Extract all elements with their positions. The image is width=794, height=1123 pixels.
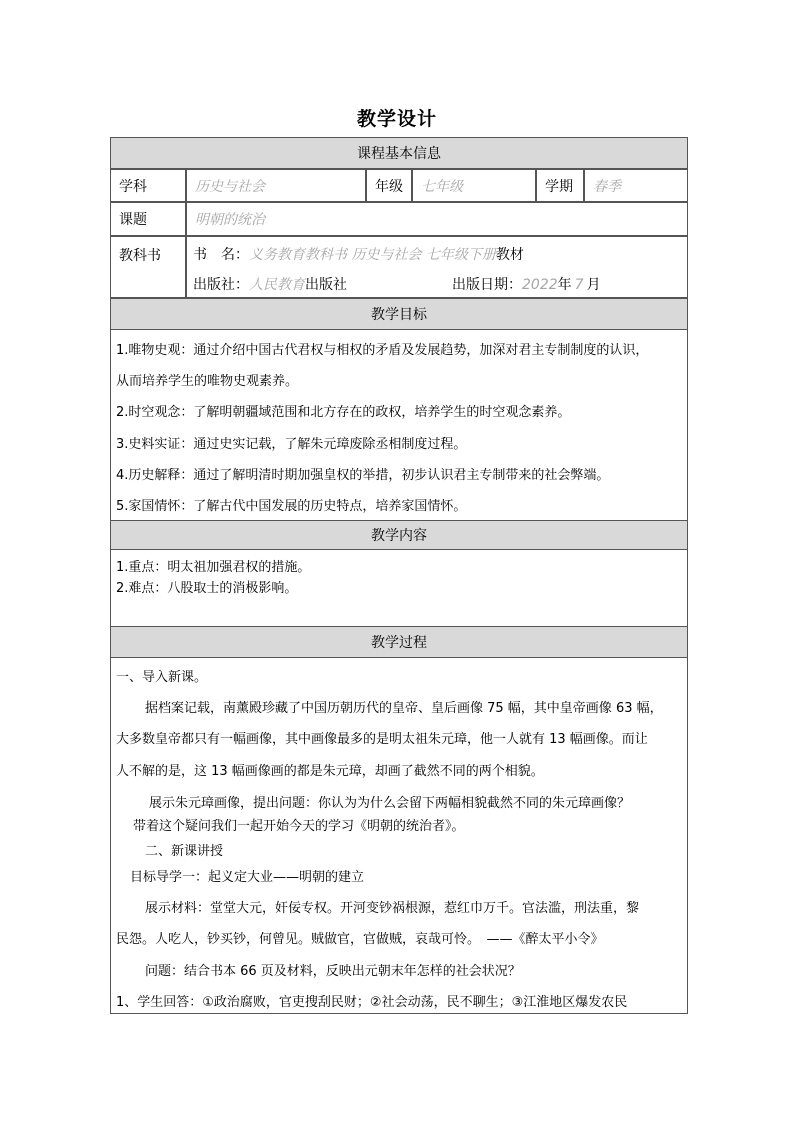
process-line-3: 大多数皇帝都只有一幅画像，其中画像最多的是明太祖朱元璋，他一人就有 13 幅画像。而让: [116, 732, 648, 747]
process-line-5: 展示朱元璋画像，提出问题：你认为为什么会留下两幅相貌截然不同的朱元璋画像？: [149, 796, 631, 811]
topic-value: 明朝的统治: [186, 202, 688, 236]
process-line-10: 民怨。人吃人，钞买钞，何曾见。贼做官，官做贼，哀哉可怜。 ——《醉太平小令》: [116, 932, 604, 947]
objective-1-line-2: 从而培养学生的唯物史观素养。: [116, 374, 299, 389]
objective-3: 3.史料实证：通过史实记载，了解朱元璋废除丞相制度过程。: [116, 437, 467, 452]
subject-value: 历史与社会: [186, 169, 366, 202]
book-name-line: [193, 244, 524, 264]
term-value: 春季: [584, 169, 688, 202]
content-difficult-point: 2.难点：八股取士的消极影响。: [116, 581, 298, 596]
date-prefix: 出版日期：: [452, 277, 522, 293]
publisher-prefix: 出版社：: [193, 277, 249, 293]
process-line-12: 1、学生回答：①政治腐败，官吏搜刮民财；②社会动荡，民不聊生；③江淮地区爆发农民: [116, 995, 628, 1010]
content-key-point: 1.重点：明太祖加强君权的措施。: [116, 560, 311, 575]
process-line-4: 人不解的是，这 13 幅画像画的都是朱元璋，却画了截然不同的两个相貌。: [116, 764, 544, 779]
publisher-suffix: 出版社: [305, 277, 347, 293]
date-month: 7: [574, 277, 584, 293]
process-line-8: 目标导学一：起义定大业——明朝的建立: [130, 870, 365, 885]
grade-value: 七年级: [412, 169, 536, 202]
content-header: 教学内容: [110, 520, 688, 550]
publish-date-line: [452, 274, 601, 294]
objective-2: 2.时空观念：了解明朝疆域范围和北方存在的政权，培养学生的时空观念素养。: [116, 405, 571, 420]
textbook-label: 教科书: [110, 236, 186, 298]
objectives-header: 教学目标: [110, 298, 688, 330]
grade-label: 年级: [366, 169, 412, 202]
book-suffix: 教材: [495, 247, 524, 263]
date-year-unit: 年: [557, 277, 572, 293]
process-line-7: 二、新课讲授: [145, 844, 224, 859]
topic-label: 课题: [110, 202, 186, 236]
process-line-1: 一、导入新课。: [116, 670, 208, 685]
objective-1-line-1: 1.唯物史观：通过介绍中国古代君权与相权的矛盾及发展趋势，加深对君主专制制度的认识，: [116, 343, 649, 358]
objective-5: 5.家国情怀：了解古代中国发展的历史特点，培养家国情怀。: [116, 499, 467, 514]
process-line-6: 带着这个疑问我们一起开始今天的学习《明朝的统治者》。: [133, 819, 465, 834]
process-line-9: 展示材料：堂堂大元，奸佞专权。开河变钞祸根源，惹红巾万千。官法滥，刑法重，黎: [145, 901, 640, 916]
date-month-unit: 月: [586, 277, 601, 293]
page-title: 教学设计: [356, 108, 437, 130]
process-line-11: 问题：结合书本 66 页及材料，反映出元朝末年怎样的社会状况？: [145, 964, 521, 979]
book-prefix: 书 名：: [193, 247, 249, 263]
process-header: 教学过程: [110, 626, 688, 658]
process-line-2: 据档案记载，南薰殿珍藏了中国历朝历代的皇帝、皇后画像 75 幅，其中皇帝画像 63 幅，: [145, 701, 663, 716]
subject-label: 学科: [110, 169, 186, 202]
term-label: 学期: [536, 169, 584, 202]
date-year: 2022: [522, 277, 558, 293]
objective-4: 4.历史解释：通过了解明清时期加强皇权的举措，初步认识君主专制带来的社会弊端。: [116, 468, 610, 483]
publisher-name: 人民教育: [249, 277, 305, 293]
publisher-line: [193, 274, 347, 294]
book-name: 义务教育教科书 历史与社会 七年级下册: [249, 247, 496, 263]
basic-info-header: 课程基本信息: [110, 137, 688, 169]
